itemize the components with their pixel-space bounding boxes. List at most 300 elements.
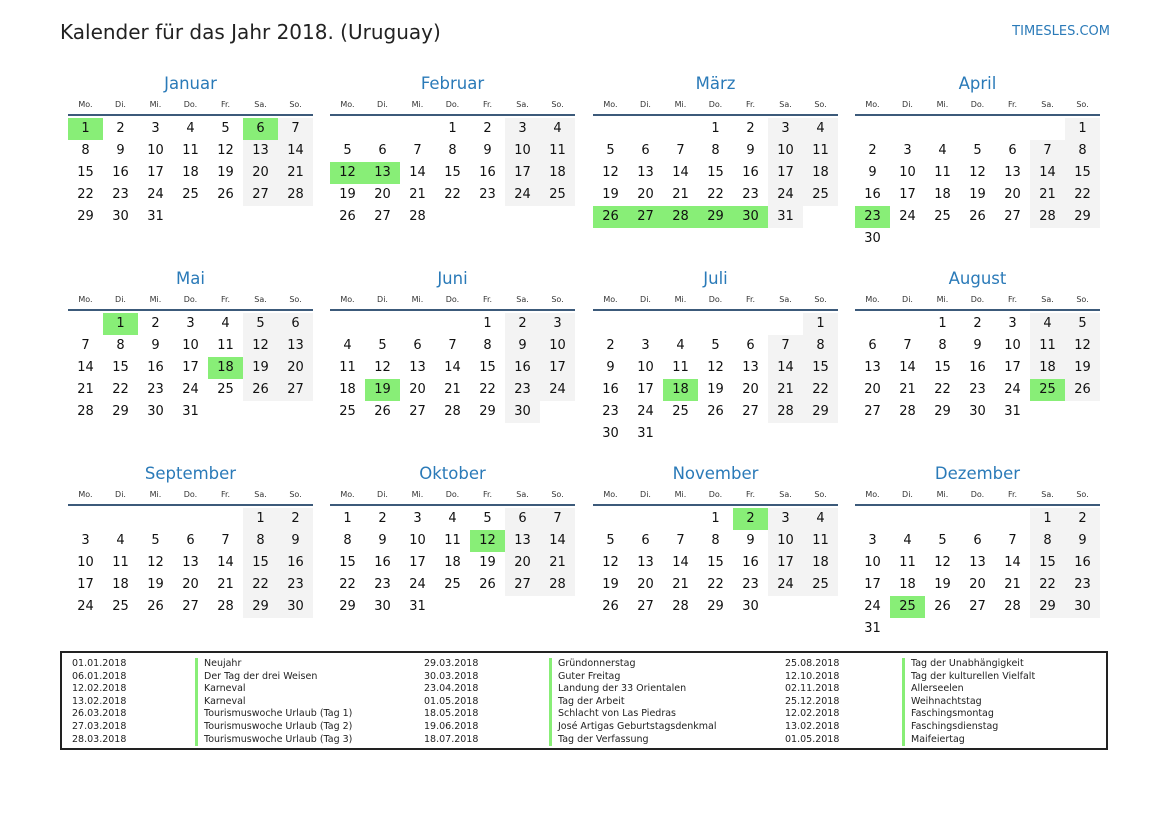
day[interactable]: 20 bbox=[864, 382, 881, 397]
day[interactable]: 15 bbox=[707, 555, 724, 570]
holiday-day[interactable]: 19 bbox=[365, 379, 400, 401]
day[interactable]: 4 bbox=[186, 121, 195, 136]
day[interactable]: 5 bbox=[221, 121, 230, 136]
day[interactable]: 9 bbox=[868, 165, 877, 180]
day[interactable]: 4 bbox=[343, 338, 352, 353]
day[interactable]: 9 bbox=[505, 335, 540, 357]
day[interactable]: 13 bbox=[637, 165, 654, 180]
day[interactable]: 28 bbox=[768, 401, 803, 423]
day[interactable]: 18 bbox=[803, 162, 838, 184]
day[interactable]: 23 bbox=[602, 404, 619, 419]
day[interactable]: 15 bbox=[934, 360, 951, 375]
day[interactable]: 5 bbox=[483, 511, 492, 526]
day[interactable]: 11 bbox=[182, 143, 199, 158]
day[interactable]: 7 bbox=[676, 143, 685, 158]
day[interactable]: 8 bbox=[1065, 140, 1100, 162]
day[interactable]: 15 bbox=[479, 360, 496, 375]
day[interactable]: 14 bbox=[77, 360, 94, 375]
day[interactable]: 10 bbox=[182, 338, 199, 353]
day[interactable]: 19 bbox=[217, 165, 234, 180]
day[interactable]: 12 bbox=[147, 555, 164, 570]
day[interactable]: 10 bbox=[768, 530, 803, 552]
day[interactable]: 21 bbox=[1004, 577, 1021, 592]
day[interactable]: 22 bbox=[1065, 184, 1100, 206]
day[interactable]: 28 bbox=[77, 404, 94, 419]
day[interactable]: 27 bbox=[637, 599, 654, 614]
day[interactable]: 24 bbox=[505, 184, 540, 206]
holiday-day[interactable]: 25 bbox=[1030, 379, 1065, 401]
day[interactable]: 18 bbox=[182, 165, 199, 180]
day[interactable]: 2 bbox=[746, 121, 755, 136]
day[interactable]: 17 bbox=[182, 360, 199, 375]
day[interactable]: 13 bbox=[1004, 165, 1021, 180]
day[interactable]: 15 bbox=[112, 360, 129, 375]
day[interactable]: 14 bbox=[768, 357, 803, 379]
day[interactable]: 31 bbox=[147, 209, 164, 224]
day[interactable]: 8 bbox=[803, 335, 838, 357]
holiday-day[interactable]: 27 bbox=[628, 206, 663, 228]
day[interactable]: 19 bbox=[339, 187, 356, 202]
day[interactable]: 7 bbox=[540, 508, 575, 530]
day[interactable]: 19 bbox=[707, 382, 724, 397]
day[interactable]: 21 bbox=[1030, 184, 1065, 206]
day[interactable]: 5 bbox=[606, 143, 615, 158]
day[interactable]: 14 bbox=[278, 140, 313, 162]
day[interactable]: 30 bbox=[374, 599, 391, 614]
day[interactable]: 14 bbox=[899, 360, 916, 375]
day[interactable]: 29 bbox=[1065, 206, 1100, 228]
day[interactable]: 12 bbox=[374, 360, 391, 375]
day[interactable]: 26 bbox=[374, 404, 391, 419]
day[interactable]: 2 bbox=[378, 511, 387, 526]
day[interactable]: 17 bbox=[1004, 360, 1021, 375]
day[interactable]: 29 bbox=[112, 404, 129, 419]
day[interactable]: 23 bbox=[374, 577, 391, 592]
day[interactable]: 22 bbox=[112, 382, 129, 397]
day[interactable]: 20 bbox=[278, 357, 313, 379]
day[interactable]: 8 bbox=[243, 530, 278, 552]
day[interactable]: 24 bbox=[147, 187, 164, 202]
day[interactable]: 17 bbox=[540, 357, 575, 379]
day[interactable]: 17 bbox=[77, 577, 94, 592]
day[interactable]: 19 bbox=[602, 187, 619, 202]
day[interactable]: 9 bbox=[973, 338, 982, 353]
day[interactable]: 8 bbox=[711, 533, 720, 548]
day[interactable]: 27 bbox=[243, 184, 278, 206]
day[interactable]: 28 bbox=[217, 599, 234, 614]
day[interactable]: 6 bbox=[973, 533, 982, 548]
day[interactable]: 22 bbox=[934, 382, 951, 397]
day[interactable]: 4 bbox=[116, 533, 125, 548]
day[interactable]: 23 bbox=[278, 574, 313, 596]
day[interactable]: 28 bbox=[672, 599, 689, 614]
day[interactable]: 23 bbox=[479, 187, 496, 202]
day[interactable]: 16 bbox=[969, 360, 986, 375]
day[interactable]: 3 bbox=[1008, 316, 1017, 331]
day[interactable]: 25 bbox=[217, 382, 234, 397]
day[interactable]: 30 bbox=[742, 599, 759, 614]
holiday-day[interactable]: 28 bbox=[663, 206, 698, 228]
day[interactable]: 24 bbox=[864, 599, 881, 614]
day[interactable]: 12 bbox=[1065, 335, 1100, 357]
holiday-day[interactable]: 2 bbox=[733, 508, 768, 530]
day[interactable]: 20 bbox=[182, 577, 199, 592]
day[interactable]: 24 bbox=[1004, 382, 1021, 397]
day[interactable]: 21 bbox=[672, 577, 689, 592]
day[interactable]: 27 bbox=[278, 379, 313, 401]
day[interactable]: 22 bbox=[707, 187, 724, 202]
day[interactable]: 2 bbox=[278, 508, 313, 530]
day[interactable]: 14 bbox=[444, 360, 461, 375]
day[interactable]: 9 bbox=[151, 338, 160, 353]
day[interactable]: 24 bbox=[899, 209, 916, 224]
holiday-day[interactable]: 25 bbox=[890, 596, 925, 618]
day[interactable]: 3 bbox=[868, 533, 877, 548]
day[interactable]: 1 bbox=[1065, 118, 1100, 140]
day[interactable]: 22 bbox=[803, 379, 838, 401]
day[interactable]: 9 bbox=[378, 533, 387, 548]
day[interactable]: 24 bbox=[637, 404, 654, 419]
day[interactable]: 1 bbox=[711, 511, 720, 526]
day[interactable]: 2 bbox=[868, 143, 877, 158]
day[interactable]: 7 bbox=[221, 533, 230, 548]
day[interactable]: 1 bbox=[483, 316, 492, 331]
day[interactable]: 21 bbox=[77, 382, 94, 397]
holiday-day[interactable]: 30 bbox=[733, 206, 768, 228]
day[interactable]: 12 bbox=[217, 143, 234, 158]
day[interactable]: 1 bbox=[448, 121, 457, 136]
day[interactable]: 3 bbox=[768, 508, 803, 530]
day[interactable]: 28 bbox=[1030, 206, 1065, 228]
day[interactable]: 25 bbox=[339, 404, 356, 419]
day[interactable]: 9 bbox=[1065, 530, 1100, 552]
day[interactable]: 16 bbox=[374, 555, 391, 570]
day[interactable]: 4 bbox=[938, 143, 947, 158]
day[interactable]: 11 bbox=[803, 140, 838, 162]
day[interactable]: 25 bbox=[672, 404, 689, 419]
day[interactable]: 1 bbox=[1030, 508, 1065, 530]
day[interactable]: 2 bbox=[116, 121, 125, 136]
day[interactable]: 20 bbox=[374, 187, 391, 202]
day[interactable]: 21 bbox=[409, 187, 426, 202]
day[interactable]: 28 bbox=[1004, 599, 1021, 614]
day[interactable]: 19 bbox=[1065, 357, 1100, 379]
day[interactable]: 31 bbox=[1004, 404, 1021, 419]
day[interactable]: 11 bbox=[899, 555, 916, 570]
day[interactable]: 3 bbox=[413, 511, 422, 526]
day[interactable]: 5 bbox=[343, 143, 352, 158]
day[interactable]: 18 bbox=[899, 577, 916, 592]
day[interactable]: 3 bbox=[540, 313, 575, 335]
day[interactable]: 25 bbox=[934, 209, 951, 224]
day[interactable]: 26 bbox=[147, 599, 164, 614]
day[interactable]: 17 bbox=[505, 162, 540, 184]
day[interactable]: 29 bbox=[479, 404, 496, 419]
day[interactable]: 26 bbox=[707, 404, 724, 419]
day[interactable]: 10 bbox=[147, 143, 164, 158]
day[interactable]: 19 bbox=[934, 577, 951, 592]
day[interactable]: 9 bbox=[746, 143, 755, 158]
day[interactable]: 5 bbox=[938, 533, 947, 548]
day[interactable]: 6 bbox=[746, 338, 755, 353]
day[interactable]: 5 bbox=[973, 143, 982, 158]
holiday-day[interactable]: 12 bbox=[330, 162, 365, 184]
day[interactable]: 16 bbox=[1065, 552, 1100, 574]
day[interactable]: 28 bbox=[409, 209, 426, 224]
day[interactable]: 31 bbox=[182, 404, 199, 419]
day[interactable]: 5 bbox=[151, 533, 160, 548]
day[interactable]: 30 bbox=[112, 209, 129, 224]
day[interactable]: 13 bbox=[742, 360, 759, 375]
day[interactable]: 13 bbox=[409, 360, 426, 375]
day[interactable]: 16 bbox=[742, 165, 759, 180]
holiday-day[interactable]: 29 bbox=[698, 206, 733, 228]
day[interactable]: 18 bbox=[1030, 357, 1065, 379]
day[interactable]: 17 bbox=[768, 162, 803, 184]
day[interactable]: 20 bbox=[742, 382, 759, 397]
day[interactable]: 15 bbox=[243, 552, 278, 574]
day[interactable]: 13 bbox=[637, 555, 654, 570]
day[interactable]: 10 bbox=[768, 140, 803, 162]
holiday-day[interactable]: 23 bbox=[855, 206, 890, 228]
day[interactable]: 4 bbox=[540, 118, 575, 140]
day[interactable]: 9 bbox=[116, 143, 125, 158]
day[interactable]: 27 bbox=[182, 599, 199, 614]
day[interactable]: 19 bbox=[602, 577, 619, 592]
day[interactable]: 31 bbox=[637, 426, 654, 441]
day[interactable]: 16 bbox=[602, 382, 619, 397]
day[interactable]: 10 bbox=[77, 555, 94, 570]
day[interactable]: 26 bbox=[602, 599, 619, 614]
day[interactable]: 27 bbox=[409, 404, 426, 419]
day[interactable]: 17 bbox=[864, 577, 881, 592]
day[interactable]: 30 bbox=[278, 596, 313, 618]
day[interactable]: 27 bbox=[1004, 209, 1021, 224]
day[interactable]: 29 bbox=[707, 599, 724, 614]
day[interactable]: 8 bbox=[483, 338, 492, 353]
day[interactable]: 14 bbox=[672, 555, 689, 570]
day[interactable]: 24 bbox=[182, 382, 199, 397]
day[interactable]: 17 bbox=[899, 187, 916, 202]
day[interactable]: 1 bbox=[938, 316, 947, 331]
day[interactable]: 12 bbox=[602, 165, 619, 180]
day[interactable]: 12 bbox=[969, 165, 986, 180]
day[interactable]: 18 bbox=[540, 162, 575, 184]
day[interactable]: 11 bbox=[444, 533, 461, 548]
day[interactable]: 31 bbox=[768, 206, 803, 228]
day[interactable]: 16 bbox=[112, 165, 129, 180]
day[interactable]: 19 bbox=[243, 357, 278, 379]
day[interactable]: 15 bbox=[339, 555, 356, 570]
day[interactable]: 4 bbox=[221, 316, 230, 331]
day[interactable]: 15 bbox=[444, 165, 461, 180]
day[interactable]: 14 bbox=[540, 530, 575, 552]
day[interactable]: 5 bbox=[711, 338, 720, 353]
day[interactable]: 29 bbox=[1030, 596, 1065, 618]
day[interactable]: 2 bbox=[1065, 508, 1100, 530]
holiday-day[interactable]: 1 bbox=[68, 118, 103, 140]
day[interactable]: 22 bbox=[1030, 574, 1065, 596]
day[interactable]: 30 bbox=[969, 404, 986, 419]
day[interactable]: 20 bbox=[1004, 187, 1021, 202]
day[interactable]: 22 bbox=[444, 187, 461, 202]
day[interactable]: 17 bbox=[637, 382, 654, 397]
day[interactable]: 9 bbox=[278, 530, 313, 552]
day[interactable]: 30 bbox=[864, 231, 881, 246]
day[interactable]: 27 bbox=[505, 574, 540, 596]
holiday-day[interactable]: 18 bbox=[663, 379, 698, 401]
day[interactable]: 29 bbox=[803, 401, 838, 423]
day[interactable]: 6 bbox=[641, 143, 650, 158]
holiday-day[interactable]: 12 bbox=[470, 530, 505, 552]
day[interactable]: 18 bbox=[339, 382, 356, 397]
day[interactable]: 27 bbox=[742, 404, 759, 419]
day[interactable]: 27 bbox=[374, 209, 391, 224]
day[interactable]: 20 bbox=[409, 382, 426, 397]
day[interactable]: 3 bbox=[81, 533, 90, 548]
day[interactable]: 2 bbox=[151, 316, 160, 331]
day[interactable]: 5 bbox=[1065, 313, 1100, 335]
day[interactable]: 10 bbox=[899, 165, 916, 180]
day[interactable]: 31 bbox=[409, 599, 426, 614]
day[interactable]: 10 bbox=[637, 360, 654, 375]
day[interactable]: 16 bbox=[742, 555, 759, 570]
day[interactable]: 10 bbox=[1004, 338, 1021, 353]
day[interactable]: 15 bbox=[1065, 162, 1100, 184]
day[interactable]: 2 bbox=[483, 121, 492, 136]
day[interactable]: 7 bbox=[413, 143, 422, 158]
day[interactable]: 24 bbox=[409, 577, 426, 592]
day[interactable]: 24 bbox=[540, 379, 575, 401]
day[interactable]: 26 bbox=[339, 209, 356, 224]
day[interactable]: 29 bbox=[934, 404, 951, 419]
day[interactable]: 11 bbox=[672, 360, 689, 375]
day[interactable]: 14 bbox=[1030, 162, 1065, 184]
day[interactable]: 5 bbox=[378, 338, 387, 353]
day[interactable]: 3 bbox=[903, 143, 912, 158]
day[interactable]: 14 bbox=[217, 555, 234, 570]
day[interactable]: 16 bbox=[505, 357, 540, 379]
day[interactable]: 17 bbox=[147, 165, 164, 180]
day[interactable]: 7 bbox=[448, 338, 457, 353]
day[interactable]: 6 bbox=[1008, 143, 1017, 158]
day[interactable]: 18 bbox=[444, 555, 461, 570]
day[interactable]: 12 bbox=[707, 360, 724, 375]
day[interactable]: 27 bbox=[969, 599, 986, 614]
day[interactable]: 3 bbox=[641, 338, 650, 353]
day[interactable]: 26 bbox=[243, 379, 278, 401]
day[interactable]: 7 bbox=[1008, 533, 1017, 548]
day[interactable]: 25 bbox=[182, 187, 199, 202]
holiday-day[interactable]: 13 bbox=[365, 162, 400, 184]
day[interactable]: 23 bbox=[112, 187, 129, 202]
day[interactable]: 24 bbox=[768, 574, 803, 596]
day[interactable]: 15 bbox=[707, 165, 724, 180]
day[interactable]: 13 bbox=[182, 555, 199, 570]
holiday-day[interactable]: 18 bbox=[208, 357, 243, 379]
day[interactable]: 7 bbox=[81, 338, 90, 353]
day[interactable]: 11 bbox=[803, 530, 838, 552]
day[interactable]: 30 bbox=[505, 401, 540, 423]
holiday-day[interactable]: 1 bbox=[103, 313, 138, 335]
day[interactable]: 24 bbox=[77, 599, 94, 614]
day[interactable]: 3 bbox=[151, 121, 160, 136]
day[interactable]: 26 bbox=[969, 209, 986, 224]
day[interactable]: 25 bbox=[540, 184, 575, 206]
day[interactable]: 8 bbox=[81, 143, 90, 158]
day[interactable]: 6 bbox=[186, 533, 195, 548]
day[interactable]: 3 bbox=[186, 316, 195, 331]
holiday-day[interactable]: 6 bbox=[243, 118, 278, 140]
day[interactable]: 13 bbox=[243, 140, 278, 162]
day[interactable]: 7 bbox=[1030, 140, 1065, 162]
day[interactable]: 28 bbox=[444, 404, 461, 419]
day[interactable]: 4 bbox=[676, 338, 685, 353]
day[interactable]: 4 bbox=[448, 511, 457, 526]
day[interactable]: 3 bbox=[768, 118, 803, 140]
day[interactable]: 28 bbox=[899, 404, 916, 419]
day[interactable]: 21 bbox=[217, 577, 234, 592]
day[interactable]: 13 bbox=[278, 335, 313, 357]
day[interactable]: 6 bbox=[378, 143, 387, 158]
day[interactable]: 7 bbox=[278, 118, 313, 140]
day[interactable]: 26 bbox=[217, 187, 234, 202]
day[interactable]: 20 bbox=[243, 162, 278, 184]
day[interactable]: 6 bbox=[278, 313, 313, 335]
day[interactable]: 29 bbox=[339, 599, 356, 614]
day[interactable]: 4 bbox=[803, 508, 838, 530]
day[interactable]: 12 bbox=[934, 555, 951, 570]
day[interactable]: 22 bbox=[77, 187, 94, 202]
day[interactable]: 25 bbox=[803, 184, 838, 206]
day[interactable]: 8 bbox=[711, 143, 720, 158]
day[interactable]: 17 bbox=[768, 552, 803, 574]
day[interactable]: 4 bbox=[803, 118, 838, 140]
day[interactable]: 4 bbox=[1030, 313, 1065, 335]
day[interactable]: 13 bbox=[864, 360, 881, 375]
day[interactable]: 13 bbox=[969, 555, 986, 570]
day[interactable]: 6 bbox=[868, 338, 877, 353]
day[interactable]: 10 bbox=[505, 140, 540, 162]
day[interactable]: 18 bbox=[803, 552, 838, 574]
day[interactable]: 8 bbox=[1030, 530, 1065, 552]
day[interactable]: 26 bbox=[479, 577, 496, 592]
day[interactable]: 15 bbox=[77, 165, 94, 180]
day[interactable]: 13 bbox=[505, 530, 540, 552]
day[interactable]: 24 bbox=[768, 184, 803, 206]
day[interactable]: 21 bbox=[444, 382, 461, 397]
day[interactable]: 18 bbox=[934, 187, 951, 202]
site-link[interactable]: TIMESLES.COM bbox=[1012, 24, 1110, 39]
day[interactable]: 19 bbox=[479, 555, 496, 570]
day[interactable]: 11 bbox=[339, 360, 356, 375]
day[interactable]: 29 bbox=[77, 209, 94, 224]
day[interactable]: 30 bbox=[1065, 596, 1100, 618]
day[interactable]: 20 bbox=[969, 577, 986, 592]
day[interactable]: 23 bbox=[505, 379, 540, 401]
day[interactable]: 8 bbox=[343, 533, 352, 548]
day[interactable]: 9 bbox=[483, 143, 492, 158]
day[interactable]: 11 bbox=[540, 140, 575, 162]
day[interactable]: 11 bbox=[112, 555, 129, 570]
day[interactable]: 15 bbox=[1030, 552, 1065, 574]
day[interactable]: 30 bbox=[602, 426, 619, 441]
day[interactable]: 5 bbox=[243, 313, 278, 335]
day[interactable]: 25 bbox=[444, 577, 461, 592]
day[interactable]: 16 bbox=[147, 360, 164, 375]
day[interactable]: 23 bbox=[969, 382, 986, 397]
day[interactable]: 23 bbox=[1065, 574, 1100, 596]
